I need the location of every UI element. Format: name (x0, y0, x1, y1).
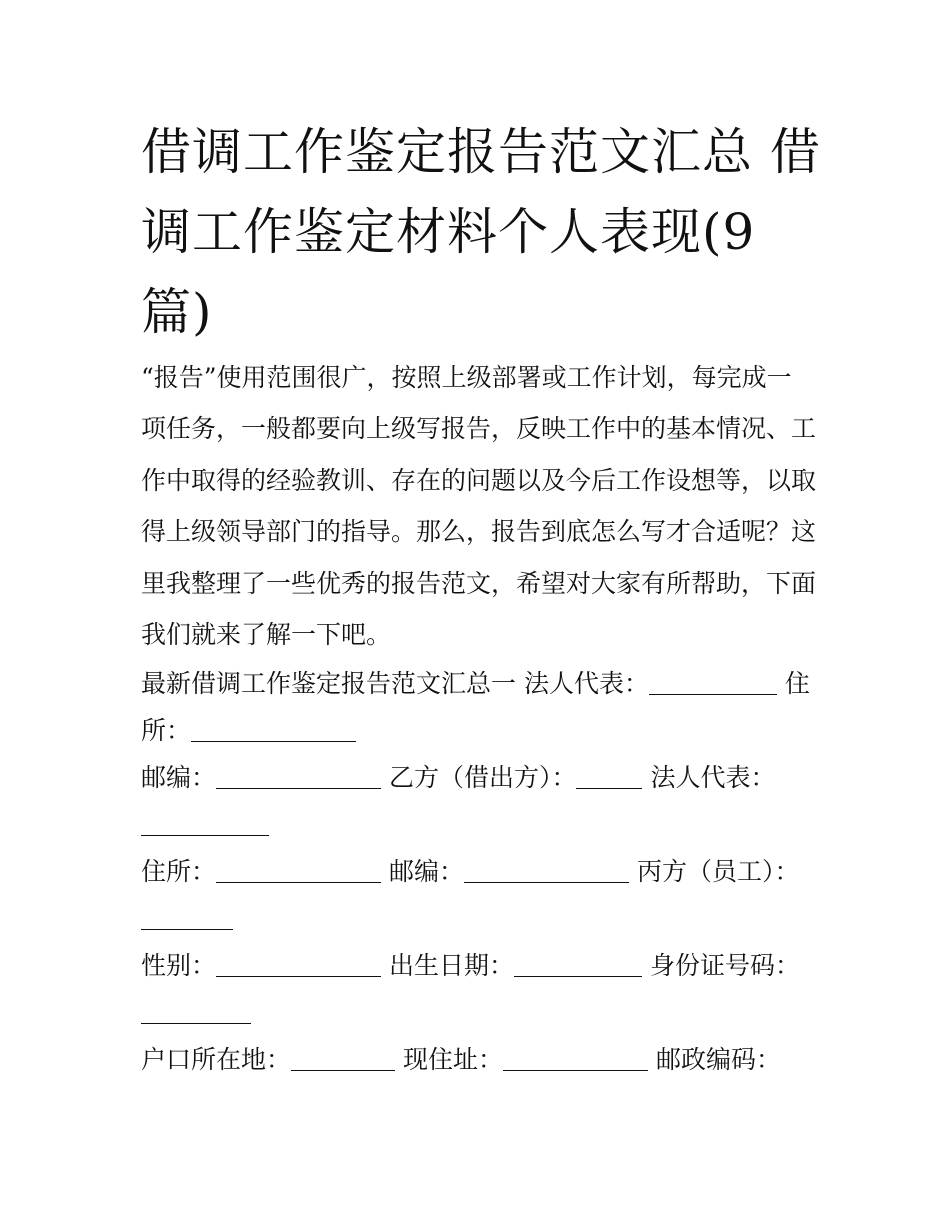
gender-label: 性别： (141, 951, 217, 980)
form-line-hukou (141, 1036, 816, 1083)
form-line-legal-rep-blank (141, 801, 816, 848)
current-address-label: 现住址： (402, 1045, 503, 1074)
form-line-party-c-blank (141, 895, 816, 942)
postcode-blank (216, 764, 381, 789)
form-line-id-blank (141, 989, 816, 1036)
party-c-blank (141, 905, 233, 930)
party-b-label: 乙方（借出方）： (388, 763, 577, 792)
form-heading: 最新借调工作鉴定报告范文汇总一 法人代表： (141, 669, 649, 698)
id-number-label: 身份证号码： (649, 951, 800, 980)
postal-code-label: 邮政编码： (655, 1045, 781, 1074)
legal-rep-blank (649, 670, 777, 695)
residence-label-cont: 所： (141, 716, 192, 745)
birthdate-label: 出生日期： (388, 951, 514, 980)
postcode2-blank (464, 858, 629, 883)
residence2-blank (216, 858, 381, 883)
form-line-heading (141, 660, 816, 707)
document-title (141, 112, 821, 352)
form-line-postcode (141, 754, 816, 801)
postcode-label: 邮编： (141, 763, 217, 792)
residence2-label: 住所： (141, 857, 217, 886)
postcode2-label: 邮编： (388, 857, 464, 886)
contract-form (141, 660, 816, 1083)
birthdate-blank (514, 952, 642, 977)
form-line-residence (141, 707, 816, 754)
hukou-label: 户口所在地： (141, 1045, 292, 1074)
form-line-gender (141, 942, 816, 989)
residence-blank (191, 717, 356, 742)
id-number-blank (141, 999, 251, 1024)
party-b-blank (576, 764, 642, 789)
legal-rep-label: 法人代表： (650, 763, 776, 792)
legal-rep2-blank (141, 811, 269, 836)
intro-paragraph: “报告”使用范围很广，按照上级部署或工作计划，每完成一项任务，一般都要向上级写报告，反映工作中的基本情况、工作中取得的经验教训、存在的问题以及今后工作设想等，以取得上级领导部门的指导。那么，报告到底怎么写才合适呢？这里我整理了一些优秀的报告范文，希望对大家有所帮助，下面我们就来了解一下吧。 (141, 363, 817, 650)
title-part1: 借调工作鉴定报告范文汇总 借调工作鉴定材料个人表现(9 (141, 123, 821, 261)
gender-blank (216, 952, 381, 977)
residence-label-inline: 住 (784, 669, 810, 698)
form-line-residence2 (141, 848, 816, 895)
current-address-blank (503, 1046, 648, 1071)
hukou-blank (291, 1046, 395, 1071)
title-part2: 篇) (141, 283, 213, 341)
party-c-label: 丙方（员工）： (636, 857, 800, 886)
